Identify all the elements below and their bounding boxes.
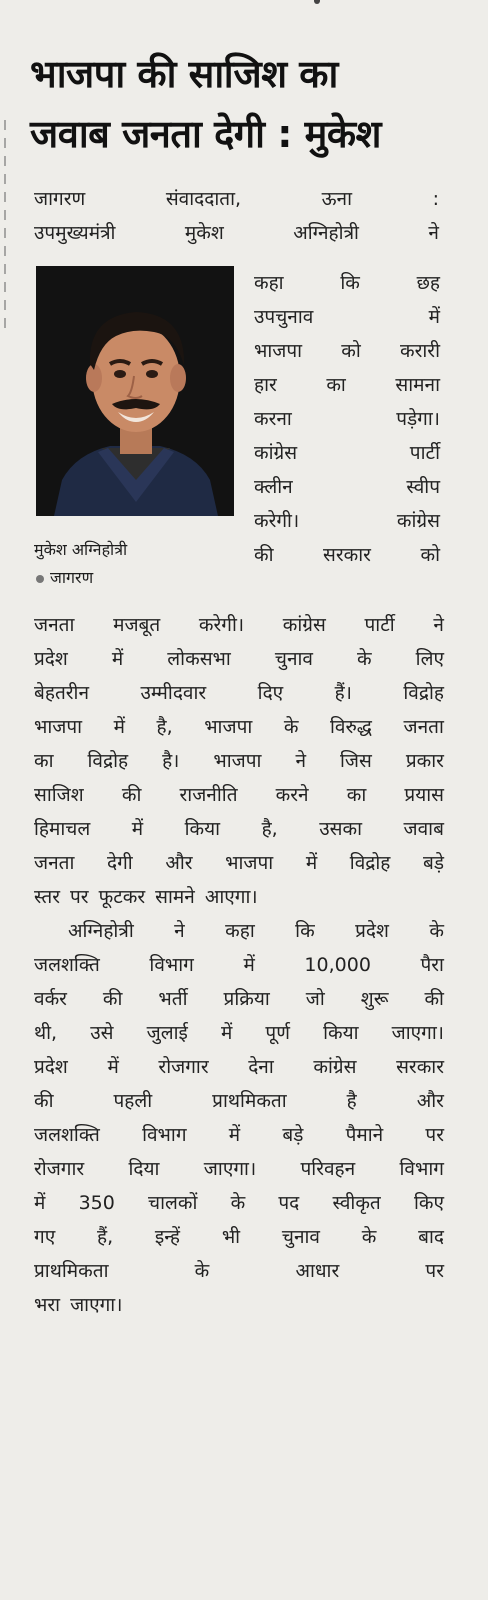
text-line <box>254 470 440 504</box>
word: मुकेश <box>184 222 224 244</box>
word: परिवहन <box>300 1158 356 1180</box>
word: आएगा। <box>204 886 258 908</box>
text-line <box>34 982 444 1016</box>
text-line <box>34 1288 444 1322</box>
word: ने <box>433 614 444 636</box>
word: पद <box>278 1192 300 1214</box>
word: कहा <box>225 920 255 942</box>
headline-line: जवाब जनता देगी : मुकेश <box>30 112 381 156</box>
word: चुनाव <box>281 1226 320 1248</box>
dateline-block <box>34 182 439 250</box>
word: जलशक्ति <box>34 1124 100 1146</box>
word: 350 <box>78 1192 115 1214</box>
word: जनता <box>34 614 75 636</box>
word: जुलाई <box>146 1022 188 1044</box>
word: जाएगा। <box>203 1158 257 1180</box>
word: थी, <box>34 1022 58 1044</box>
word: हार <box>254 374 277 396</box>
word: भर्ती <box>158 988 188 1010</box>
text-line <box>254 504 440 538</box>
word: की <box>121 784 142 806</box>
word: रोजगार <box>158 1056 209 1078</box>
word: में <box>220 1022 233 1044</box>
word: का <box>326 374 346 396</box>
text-line <box>254 266 440 300</box>
text-line <box>254 436 440 470</box>
word: जाएगा। <box>70 1294 123 1316</box>
article-body <box>34 608 444 1322</box>
word: दिया <box>128 1158 160 1180</box>
text-line <box>254 368 440 402</box>
text-line <box>34 216 439 250</box>
word: में <box>34 1192 46 1214</box>
word: में <box>111 648 124 670</box>
text-line <box>34 710 444 744</box>
word: छह <box>416 272 440 294</box>
photo-caption <box>34 536 234 592</box>
word: अग्निहोत्री <box>68 920 134 942</box>
word: संवाददाता, <box>165 188 242 210</box>
column-rule <box>4 120 6 330</box>
word: शुरू <box>360 988 389 1010</box>
word: उम्मीदवार <box>140 682 207 704</box>
caption-credit <box>34 564 234 592</box>
word: पर <box>425 1260 444 1282</box>
text-line <box>34 1220 444 1254</box>
text-line <box>34 182 439 216</box>
word: जलशक्ति <box>34 954 100 976</box>
word: रोजगार <box>34 1158 85 1180</box>
word: भाजपा <box>204 716 253 738</box>
word: चुनाव <box>274 648 313 670</box>
word: कांग्रेस <box>313 1056 357 1078</box>
word: में <box>107 1056 119 1078</box>
word: उसका <box>319 818 363 840</box>
word: क्लीन <box>254 476 293 498</box>
text-line <box>34 948 444 982</box>
word: वर्कर <box>34 988 67 1010</box>
word: पैरा <box>420 954 444 976</box>
text-line <box>254 334 440 368</box>
word: पहली <box>113 1090 153 1112</box>
text-line <box>34 1186 444 1220</box>
word: पर <box>425 1124 444 1146</box>
word: भाजपा <box>254 340 303 362</box>
word: करेगी। <box>198 614 245 636</box>
word: बाद <box>418 1226 444 1248</box>
text-line <box>34 880 444 914</box>
word: स्तर <box>34 886 60 908</box>
text-line <box>34 812 444 846</box>
word: भी <box>221 1226 241 1248</box>
word: में <box>428 306 440 328</box>
word: विद्रोह <box>403 682 444 704</box>
text-line <box>34 846 444 880</box>
word: है <box>346 1090 357 1112</box>
caption-credit-text: जागरण <box>50 568 94 587</box>
word: देगी <box>107 852 133 874</box>
text-line <box>254 402 440 436</box>
word: करेगी। <box>254 510 300 532</box>
word: स्वीकृत <box>332 1192 381 1214</box>
word: ने <box>295 750 306 772</box>
word: करने <box>275 784 309 806</box>
word: प्रयास <box>404 784 444 806</box>
word: जनता <box>34 852 75 874</box>
word: किया <box>323 1022 359 1044</box>
word: अग्निहोत्री <box>293 222 359 244</box>
word: जाएगा। <box>391 1022 444 1044</box>
word: कि <box>295 920 315 942</box>
word: 10,000 <box>304 954 371 976</box>
word: प्रदेश <box>34 648 68 670</box>
word: बड़े <box>282 1124 304 1146</box>
word: की <box>34 1090 54 1112</box>
word: उपचुनाव <box>254 306 314 328</box>
word: विभाग <box>399 1158 444 1180</box>
word: प्रकार <box>405 750 444 772</box>
word: मजबूत <box>113 614 161 636</box>
word: पड़ेगा। <box>396 408 440 430</box>
text-line <box>34 1084 444 1118</box>
word: उपमुख्यमंत्री <box>34 222 116 244</box>
word: में <box>305 852 318 874</box>
word: पार्टी <box>364 614 395 636</box>
bullet-dot-icon <box>36 575 44 583</box>
word: और <box>165 852 193 874</box>
word: कांग्रेस <box>282 614 326 636</box>
word: की <box>254 544 274 566</box>
text-line <box>34 778 444 812</box>
word: विभाग <box>149 954 194 976</box>
word: और <box>416 1090 444 1112</box>
word: स्वीप <box>406 476 440 498</box>
word: है, <box>261 818 278 840</box>
word: प्राथमिकता <box>34 1260 109 1282</box>
word: चालकों <box>148 1192 198 1214</box>
word: जिस <box>339 750 372 772</box>
word: कांग्रेस <box>254 442 298 464</box>
word: में <box>243 954 255 976</box>
word: जागरण <box>34 188 86 210</box>
text-line <box>254 538 440 572</box>
caption-name: मुकेश अग्निहोत्री <box>34 540 128 559</box>
word: जनता <box>403 716 444 738</box>
word: : <box>432 188 439 210</box>
word: जवाब <box>403 818 444 840</box>
word: के <box>230 1192 246 1214</box>
word: का <box>346 784 367 806</box>
word: इन्हें <box>154 1226 181 1248</box>
word: प्रक्रिया <box>223 988 270 1010</box>
wrapped-text-beside-photo <box>254 266 440 572</box>
word: किए <box>413 1192 444 1214</box>
text-line <box>34 608 444 642</box>
word: भाजपा <box>213 750 262 772</box>
text-line <box>34 1118 444 1152</box>
word: की <box>424 988 444 1010</box>
word: के <box>283 716 299 738</box>
word: आधार <box>295 1260 340 1282</box>
word: लिए <box>415 648 444 670</box>
word: सामने <box>155 886 195 908</box>
word: हैं। <box>334 682 352 704</box>
word: के <box>357 648 372 670</box>
word: प्रदेश <box>34 1056 68 1078</box>
word: के <box>194 1260 210 1282</box>
word: सामना <box>395 374 440 396</box>
word: सरकार <box>396 1056 444 1078</box>
text-line <box>34 914 444 948</box>
word: भरा <box>34 1294 61 1316</box>
word: गए <box>34 1226 56 1248</box>
word: बड़े <box>422 852 444 874</box>
headline-line: भाजपा की साजिश का <box>30 52 338 96</box>
text-line <box>34 676 444 710</box>
word: देना <box>248 1056 274 1078</box>
word: ने <box>174 920 185 942</box>
word: विरुद्ध <box>329 716 372 738</box>
text-line <box>34 1016 444 1050</box>
word: फूटकर <box>98 886 146 908</box>
word: राजनीति <box>179 784 238 806</box>
word: के <box>361 1226 377 1248</box>
word: में <box>228 1124 241 1146</box>
word: में <box>113 716 125 738</box>
word: कांग्रेस <box>396 510 440 532</box>
word: करारी <box>400 340 440 362</box>
word: प्रदेश <box>355 920 389 942</box>
headline <box>30 44 470 164</box>
word: कहा <box>254 272 284 294</box>
word: हिमाचल <box>34 818 91 840</box>
text-line <box>34 744 444 778</box>
word: को <box>341 340 361 362</box>
word: किया <box>184 818 221 840</box>
text-line <box>34 1254 444 1288</box>
word: है। <box>162 750 180 772</box>
word: है, <box>156 716 173 738</box>
word: जो <box>305 988 325 1010</box>
word: के <box>429 920 444 942</box>
word: हैं, <box>97 1226 114 1248</box>
print-speck <box>314 0 320 4</box>
word: साजिश <box>34 784 84 806</box>
word: करना <box>254 408 292 430</box>
portrait-photo <box>36 266 234 516</box>
word: बेहतरीन <box>34 682 90 704</box>
word: पार्टी <box>409 442 440 464</box>
word: की <box>102 988 123 1010</box>
word: को <box>420 544 440 566</box>
word: पैमाने <box>345 1124 384 1146</box>
text-line <box>34 1050 444 1084</box>
word: लोकसभा <box>167 648 231 670</box>
word: में <box>131 818 144 840</box>
word: ऊना <box>321 188 353 210</box>
word: प्राथमिकता <box>212 1090 287 1112</box>
word: भाजपा <box>225 852 274 874</box>
text-line <box>34 1152 444 1186</box>
text-line <box>34 642 444 676</box>
word: सरकार <box>323 544 371 566</box>
word: विद्रोह <box>87 750 129 772</box>
text-line <box>254 300 440 334</box>
word: कि <box>340 272 360 294</box>
word: दिए <box>257 682 284 704</box>
portrait-image <box>36 266 234 516</box>
word: ने <box>428 222 439 244</box>
word: भाजपा <box>34 716 83 738</box>
word: पर <box>70 886 89 908</box>
word: विभाग <box>142 1124 187 1146</box>
word: उसे <box>90 1022 114 1044</box>
word: पूर्ण <box>265 1022 290 1044</box>
word: विद्रोह <box>349 852 391 874</box>
word: का <box>34 750 54 772</box>
